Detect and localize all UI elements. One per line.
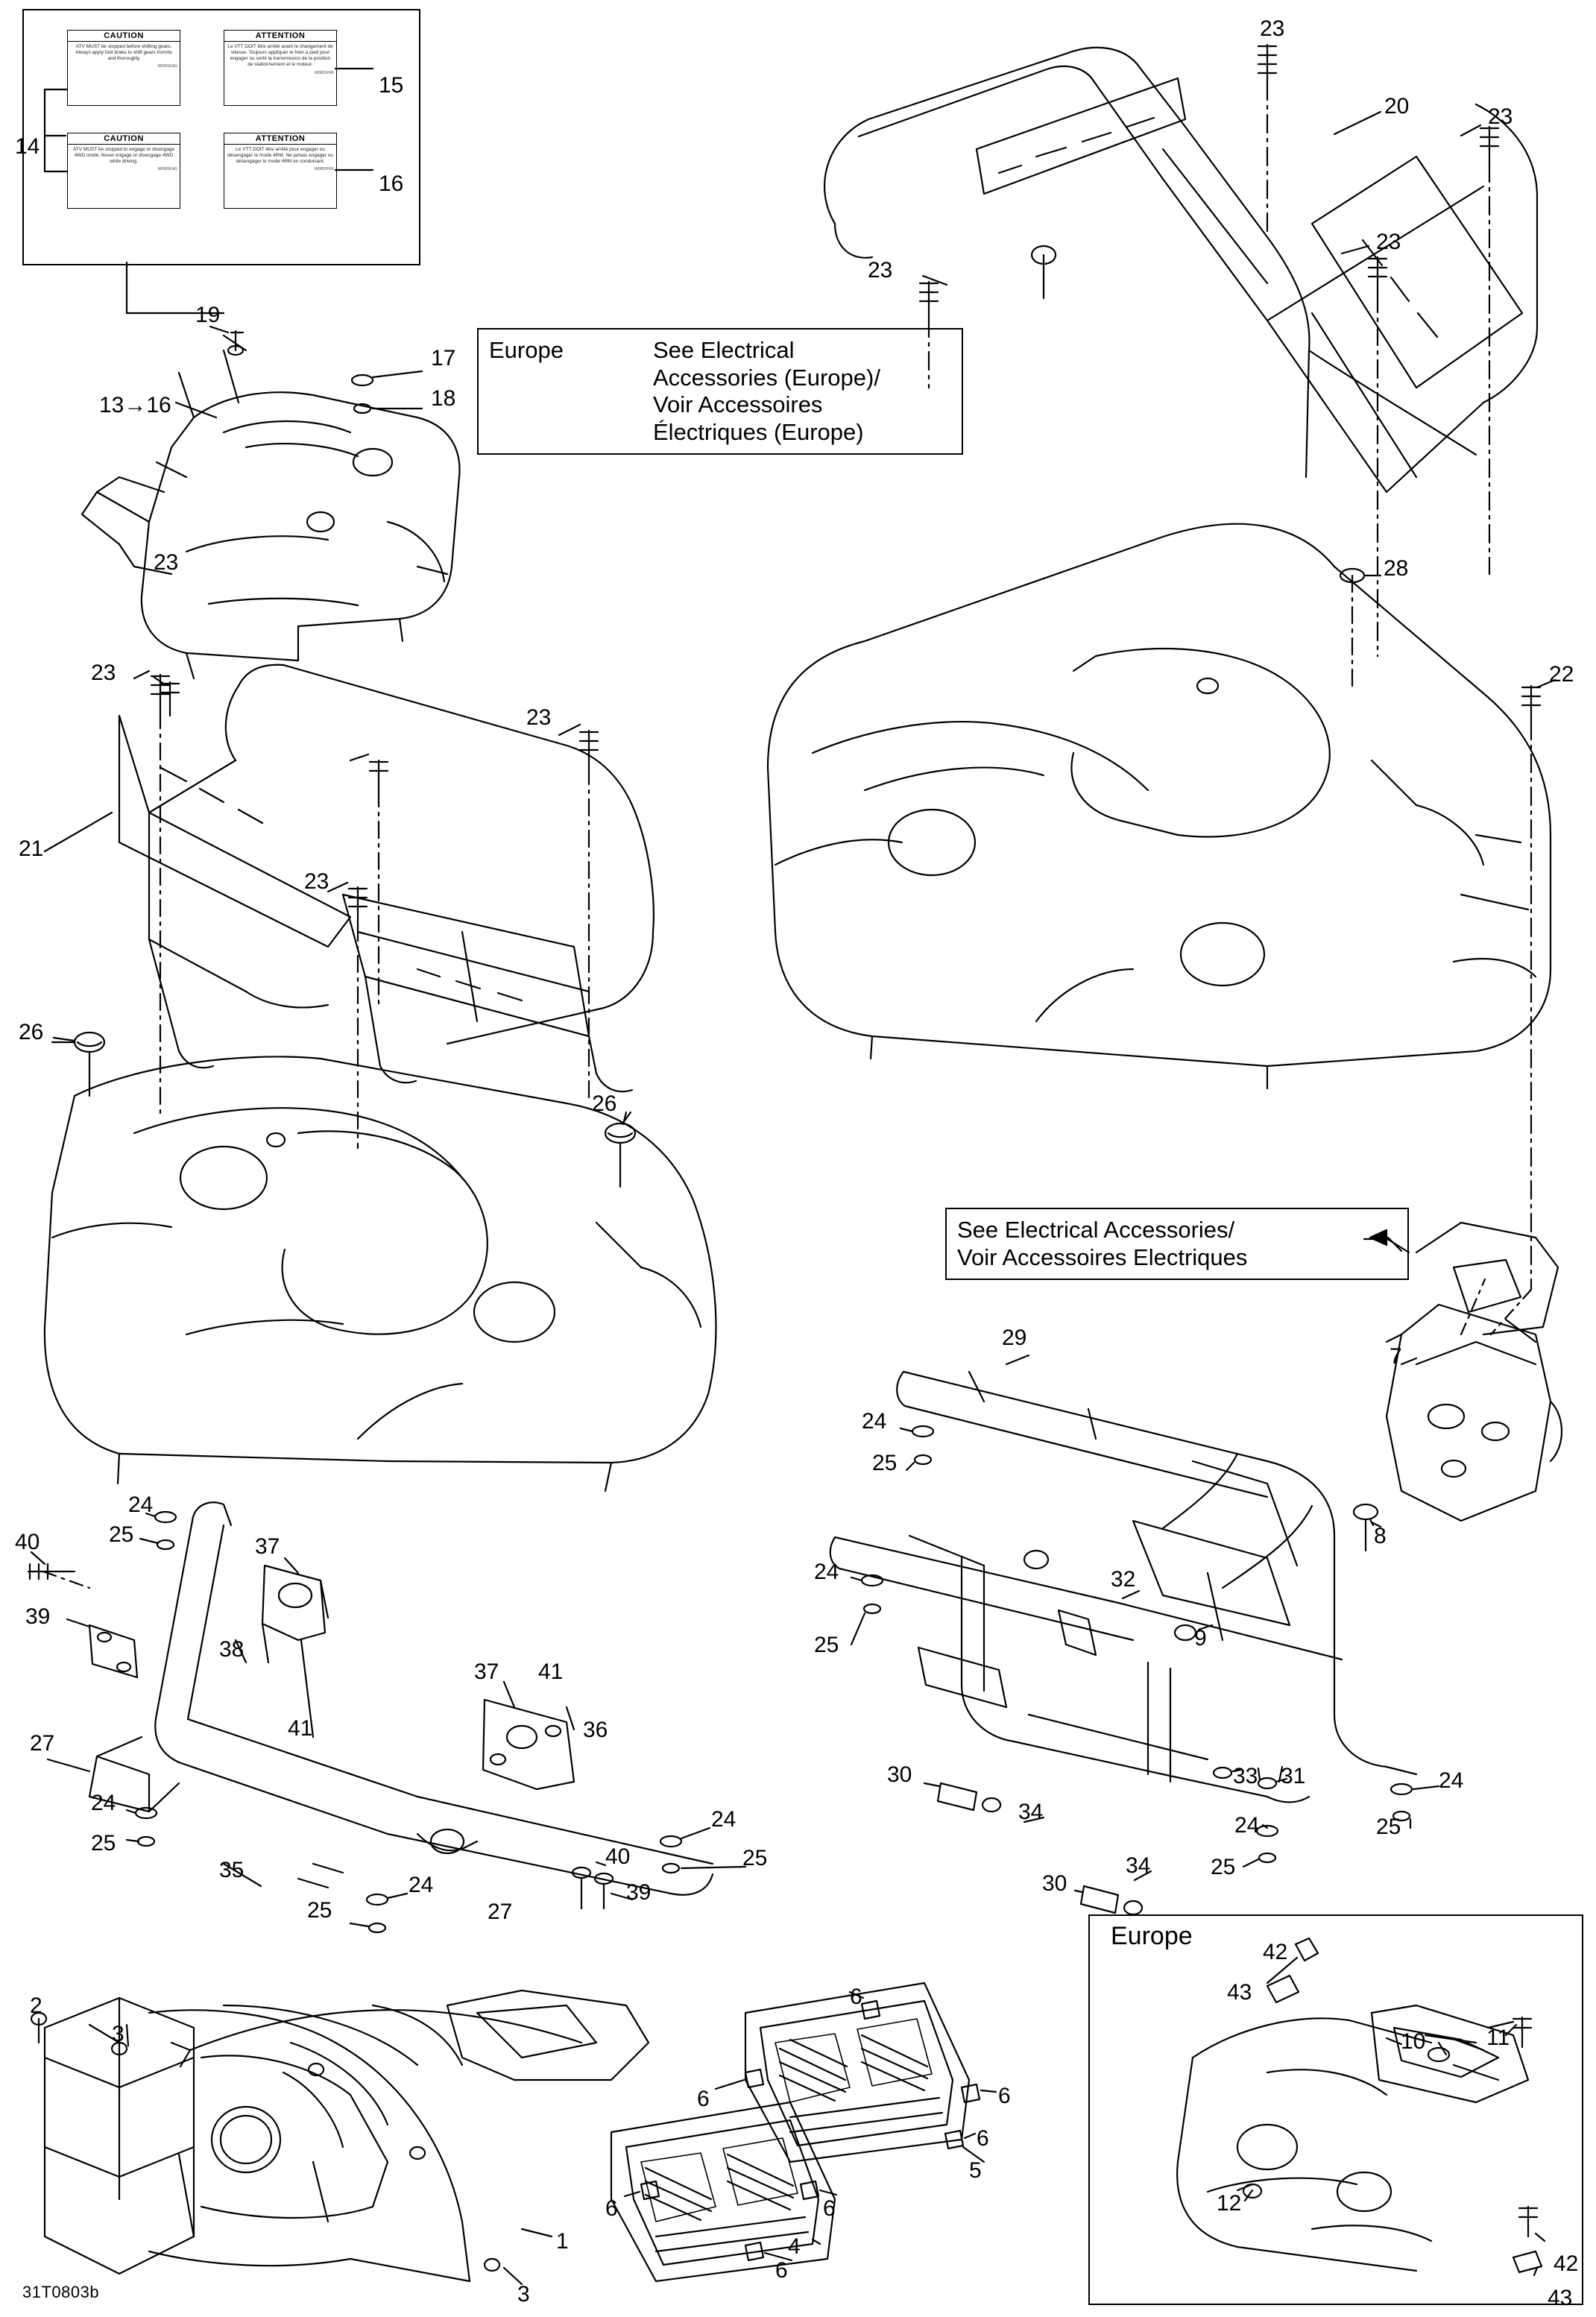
callout-31: 31	[1281, 1764, 1306, 1788]
callout-23-h: 23	[304, 869, 329, 894]
callout-39-b: 39	[626, 1880, 652, 1905]
callout-38: 38	[219, 1637, 245, 1662]
callout-11: 11	[1486, 2026, 1510, 2050]
decal-attention-2-heading: ATTENTION	[224, 133, 336, 145]
callout-16: 16	[379, 171, 404, 196]
note-europe-line1: See Electrical	[653, 337, 795, 363]
decal-caution-1-footer: W0001ENG	[157, 64, 177, 69]
note-europe-region: Europe	[489, 337, 564, 363]
decal-caution-1	[67, 30, 180, 106]
note-europe-line2: Accessories (Europe)/	[653, 364, 880, 391]
decal-attention-2	[224, 133, 337, 209]
callout-35: 35	[219, 1858, 245, 1882]
callout-14: 14	[15, 134, 40, 159]
callout-25-b: 25	[91, 1831, 116, 1856]
callout-25-g: 25	[1376, 1815, 1401, 1839]
callout-6-b: 6	[697, 2087, 710, 2111]
callout-33: 33	[1233, 1764, 1258, 1788]
callout-2: 2	[30, 1993, 42, 2018]
decal-attention-2-footer: W0002FRE	[315, 167, 334, 172]
callout-27-b: 27	[488, 1900, 513, 1924]
callout-27-a: 27	[30, 1731, 55, 1756]
callout-9: 9	[1194, 1626, 1207, 1651]
decal-caution-2-body: ATV MUST be stopped to engage or disengage 4WD mode. Never engage or disengage 4WD while driving.	[72, 147, 175, 165]
callout-1: 1	[556, 2229, 569, 2254]
europe-inset-label: Europe	[1111, 1922, 1193, 1950]
decal-caution-2-heading: CAUTION	[68, 133, 180, 145]
decal-caution-2-footer: W0002ENG	[157, 167, 177, 172]
callout-26-b: 26	[592, 1091, 617, 1116]
callout-23-b: 23	[1488, 104, 1513, 129]
note-electrical	[945, 1208, 1409, 1280]
callout-25-c: 25	[307, 1898, 332, 1923]
decal-caution-1-body: ATV MUST be stopped before shifting gears. Always apply foot brake to shift gears from/to and thoroughly	[75, 44, 172, 62]
callout-24-e: 24	[862, 1409, 887, 1434]
callout-24-f: 24	[814, 1560, 839, 1584]
callout-24-c: 24	[409, 1873, 434, 1897]
callout-25-a: 25	[109, 1522, 134, 1547]
decal-attention-1	[224, 30, 337, 106]
callout-34-b: 34	[1126, 1853, 1151, 1878]
callout-25-f: 25	[814, 1633, 839, 1657]
note-europe-line3: Voir Accessoires	[653, 391, 823, 418]
callout-15: 15	[379, 73, 404, 98]
callout-6-f: 6	[775, 2258, 788, 2283]
callout-17: 17	[431, 346, 456, 371]
figure-code: 31T0803b	[22, 2283, 100, 2301]
callout-23-f: 23	[154, 550, 179, 575]
callout-40-a: 40	[15, 1530, 40, 1554]
decal-attention-1-body: Le VTT DOIT être arrêté avant le changement de vitesse. Toujours appliquer le frein à pied pour engager ou sortir la transmission de la position de stationnement et le moteur.	[227, 44, 333, 68]
callout-29: 29	[1002, 1325, 1027, 1350]
callout-18: 18	[431, 386, 456, 411]
callout-41-b: 41	[538, 1659, 564, 1684]
callout-37-b: 37	[474, 1659, 499, 1684]
callout-20: 20	[1384, 94, 1410, 119]
callout-8: 8	[1374, 1524, 1387, 1548]
callout-32: 32	[1111, 1567, 1136, 1592]
callout-23-e: 23	[91, 661, 116, 685]
decal-attention-1-heading: ATTENTION	[224, 31, 336, 42]
callout-22: 22	[1549, 662, 1574, 687]
callout-43-a: 43	[1227, 1980, 1252, 2005]
callout-19: 19	[195, 303, 221, 327]
decal-caution-1-heading: CAUTION	[68, 31, 180, 42]
callout-42-a: 42	[1263, 1940, 1288, 1964]
callout-13-16: 13→16	[99, 393, 171, 417]
callout-23-d: 23	[868, 258, 893, 283]
callout-7: 7	[1390, 1344, 1402, 1369]
callout-39-a: 39	[25, 1604, 51, 1629]
decal-caution-2	[67, 133, 180, 209]
callout-30-b: 30	[1042, 1871, 1067, 1896]
callout-23-c: 23	[1376, 230, 1401, 254]
callout-25-e: 25	[872, 1451, 898, 1475]
callout-6-c: 6	[998, 2084, 1011, 2108]
callout-30-a: 30	[887, 1762, 912, 1787]
europe-inset-box	[1088, 1914, 1583, 2305]
callout-6-d: 6	[977, 2126, 989, 2151]
decal-attention-1-footer: W0001FRE	[315, 70, 334, 75]
callout-12: 12	[1217, 2191, 1242, 2216]
callout-43-b: 43	[1548, 2286, 1573, 2310]
callout-5: 5	[969, 2158, 982, 2183]
callout-36: 36	[583, 1718, 608, 1742]
callout-26-a: 26	[19, 1020, 44, 1044]
callout-3: 3	[112, 2022, 124, 2046]
callout-23-a: 23	[1260, 16, 1285, 41]
callout-6-e: 6	[823, 2196, 836, 2221]
callout-24-g: 24	[1439, 1768, 1464, 1793]
callout-24-a: 24	[128, 1492, 154, 1517]
callout-24-h: 24	[1234, 1813, 1260, 1838]
callout-21: 21	[19, 836, 44, 861]
callout-41-a: 41	[288, 1716, 313, 1741]
callout-23-g: 23	[526, 705, 552, 730]
callout-42-b: 42	[1554, 2251, 1579, 2276]
callout-40-b: 40	[605, 1844, 631, 1869]
callout-37-a: 37	[255, 1534, 280, 1559]
note-europe-electrical	[477, 328, 963, 455]
callout-28: 28	[1384, 556, 1409, 581]
callout-24-b: 24	[91, 1791, 116, 1815]
callout-6-a: 6	[850, 1985, 862, 2009]
note-electrical-line1: See Electrical Accessories/	[957, 1217, 1235, 1243]
callout-25-d: 25	[742, 1846, 768, 1870]
note-electrical-line2: Voir Accessoires Electriques	[957, 1243, 1248, 1270]
callout-4: 4	[788, 2234, 801, 2259]
callout-10: 10	[1401, 2029, 1426, 2054]
callout-34-a: 34	[1018, 1800, 1044, 1824]
callout-25-h: 25	[1211, 1855, 1236, 1879]
callout-6-g: 6	[605, 2196, 618, 2221]
callout-3-b: 3	[517, 2282, 530, 2307]
decal-attention-2-body: Le VTT DOIT être arrêté pour engager ou désengager le mode 4RM. Ne jamais engager ou désengager le mode 4RM en conduisant.	[227, 147, 334, 165]
callout-24-d: 24	[711, 1807, 737, 1832]
note-europe-line4: Électriques (Europe)	[653, 418, 864, 445]
